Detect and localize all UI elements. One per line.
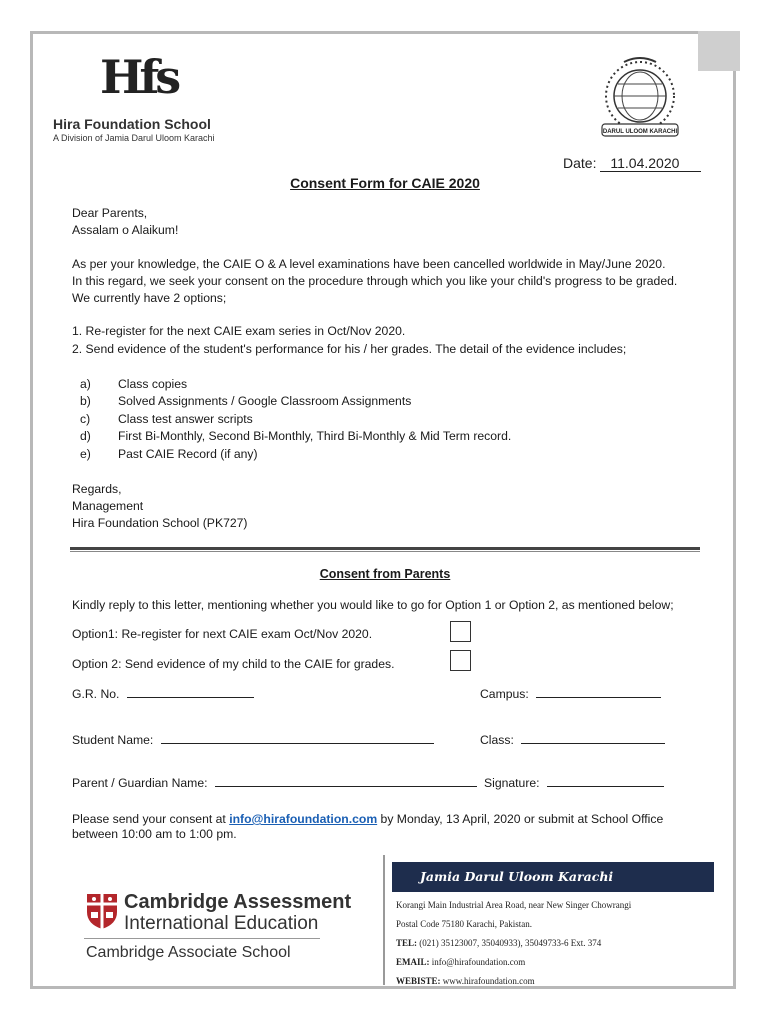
seal-text: DARUL ULOOM KARACHI [602,129,678,135]
gr-input-line[interactable] [127,685,254,698]
signature-input-line[interactable] [547,774,664,787]
gr-number-field[interactable] [72,685,254,701]
student-input-line[interactable] [161,731,434,744]
address-line-2: Postal Code 75180 Karachi, Pakistan. [396,919,532,929]
date-value: 11.04.2020 [600,155,701,172]
website-line: WEBISTE: www.hirafoundation.com [396,976,535,986]
list-item: c) Class test answer scripts [80,411,253,426]
school-logo: Hfs [100,50,178,104]
choice-2-checkbox[interactable] [450,650,471,671]
cambridge-shield-icon [85,892,119,930]
campus-input-line[interactable] [536,685,661,698]
parent-input-line[interactable] [215,774,477,787]
cambridge-line-3: Cambridge Associate School [86,944,291,961]
jamia-banner: Jamia Darul Uloom Karachi [392,862,714,892]
cambridge-line-1: Cambridge Assessment [124,891,352,913]
page-corner-fold [698,31,740,71]
student-label: Student Name: [72,733,154,747]
list-item: d) First Bi-Monthly, Second Bi-Monthly, Third Bi-Monthly & Mid Term record. [80,429,512,444]
paragraph-line-1: As per your knowledge, the CAIE O & A level examinations have been cancelled worldwide in May/June 2020. [72,257,666,271]
divider-thin [70,551,700,552]
regards: Regards, [72,482,122,496]
class-input-line[interactable] [521,731,665,744]
signature-field[interactable] [484,774,664,790]
campus-label: Campus: [480,687,529,701]
school-name: Hira Foundation School [53,116,211,132]
cambridge-line-2: International Education [124,913,319,934]
send-instruction-line-2: between 10:00 am to 1:00 pm. [72,827,237,841]
jamia-seal-icon [592,52,688,144]
list-item: b) Solved Assignments / Google Classroom Assignments [80,394,412,409]
evidence-list [80,376,511,463]
management: Management [72,499,144,513]
campus-field[interactable] [480,685,661,701]
choice-1-checkbox[interactable] [450,621,471,642]
email-link[interactable]: info@hirafoundation.com [229,812,378,826]
footer-divider [383,855,385,985]
choice-1-label: Option1: Re-register for next CAIE exam Oct/Nov 2020. [72,627,373,641]
paragraph-line-2: In this regard, we seek your consent on the procedure through which you like your child's progress to be graded. [72,274,678,288]
class-label: Class: [480,733,514,747]
class-field[interactable] [480,731,665,747]
option-1-text: 1. Re-register for the next CAIE exam series in Oct/Nov 2020. [72,324,406,338]
cambridge-rule [84,938,320,939]
email-line: EMAIL: info@hirafoundation.com [396,957,526,967]
signature-label: Signature: [484,776,540,790]
school-subtitle: A Division of Jamia Darul Uloom Karachi [53,133,215,143]
option-2-text: 2. Send evidence of the student's performance for his / her grades. The detail of the evidence includes; [72,342,627,356]
parent-name-field[interactable] [72,774,477,790]
date-label: Date: [563,155,597,171]
gr-label: G.R. No. [72,687,120,701]
paragraph-line-3: We currently have 2 options; [72,291,227,305]
consent-title: Consent from Parents [319,567,451,581]
choice-2-label: Option 2: Send evidence of my child to the CAIE for grades. [72,657,395,671]
divider [70,547,700,550]
list-item: e) Past CAIE Record (if any) [80,446,258,461]
send-instruction: Please send your consent at info@hirafoundation.com by Monday, 13 April, 2020 or submit at School Office [72,812,664,826]
tel-line: TEL: (021) 35123007, 35040933), 35049733-6 Ext. 374 [396,938,602,948]
greeting-1: Dear Parents, [72,206,148,220]
list-item: a) Class copies [80,377,188,391]
form-title: Consent Form for CAIE 2020 [290,175,480,191]
signoff: Hira Foundation School (PK727) [72,516,248,530]
consent-instruction: Kindly reply to this letter, mentioning whether you would like to go for Option 1 or Option 2, as mentioned below; [72,598,674,612]
address-line-1: Korangi Main Industrial Area Road, near New Singer Chowrangi [396,900,632,910]
student-name-field[interactable] [72,731,434,747]
date-field [563,155,701,172]
parent-label: Parent / Guardian Name: [72,776,208,790]
greeting-2: Assalam o Alaikum! [72,223,179,237]
